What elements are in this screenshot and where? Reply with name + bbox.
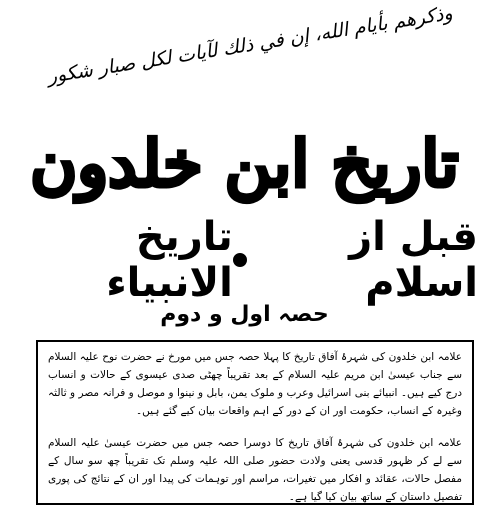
bullet-separator — [233, 253, 247, 267]
description-paragraph-2: علامہ ابن خلدون کی شہرۂ آفاق تاریخ کا دوسرا حصہ جس میں حضرت عیسیٰ علیہ السلام سے لے کر ظہور قدسی یعنی ولادت حضور صلی اللہ علیہ وسلم تک تقریباً چھ سو سال کے مفصل حالات، عقائد و افکار میں تغیرات، مراسم اور توہمات کی پیدا اور ان کے نتائج کی پوری تفصیل داستان کے ساتھ بیان کیا گیا ہے۔ — [48, 437, 462, 503]
subtitle-left: تاريخ الانبياء — [106, 214, 233, 306]
verse-text: وذكرهم بأيام الله، إن في ذلك لآيات لكل صبار شكور — [45, 2, 455, 88]
quranic-verse-header — [40, 4, 460, 122]
description-box — [36, 340, 474, 505]
book-title: تاريخ ابن خلدون — [30, 127, 459, 202]
subtitle-row — [18, 214, 478, 306]
subtitle-right: قبل از اسلام — [349, 214, 478, 306]
description-paragraph-1: علامہ ابن خلدون کی شہرۂ آفاق تاریخ کا پہلا حصہ جس میں مورخ نے حضرت نوح علیہ السلام سے جناب عیسیٰ ابن مریم علیہ السلام کے بعد تقریباً چھٹی صدی عیسوی کے حالات و انساب درج کیے ہیں۔ انبیائے بنی اسرائیل وعرب و ملوک یمن، بابل و نینوا و موصل و فرانہ مصر و ثالثہ وغیرہ کے انساب، حکومت اور ان کے دور کے اہم واقعات بیان کیے گئے ہیں۔ — [48, 351, 462, 417]
volume-part: حصہ اول و دوم — [160, 302, 329, 327]
